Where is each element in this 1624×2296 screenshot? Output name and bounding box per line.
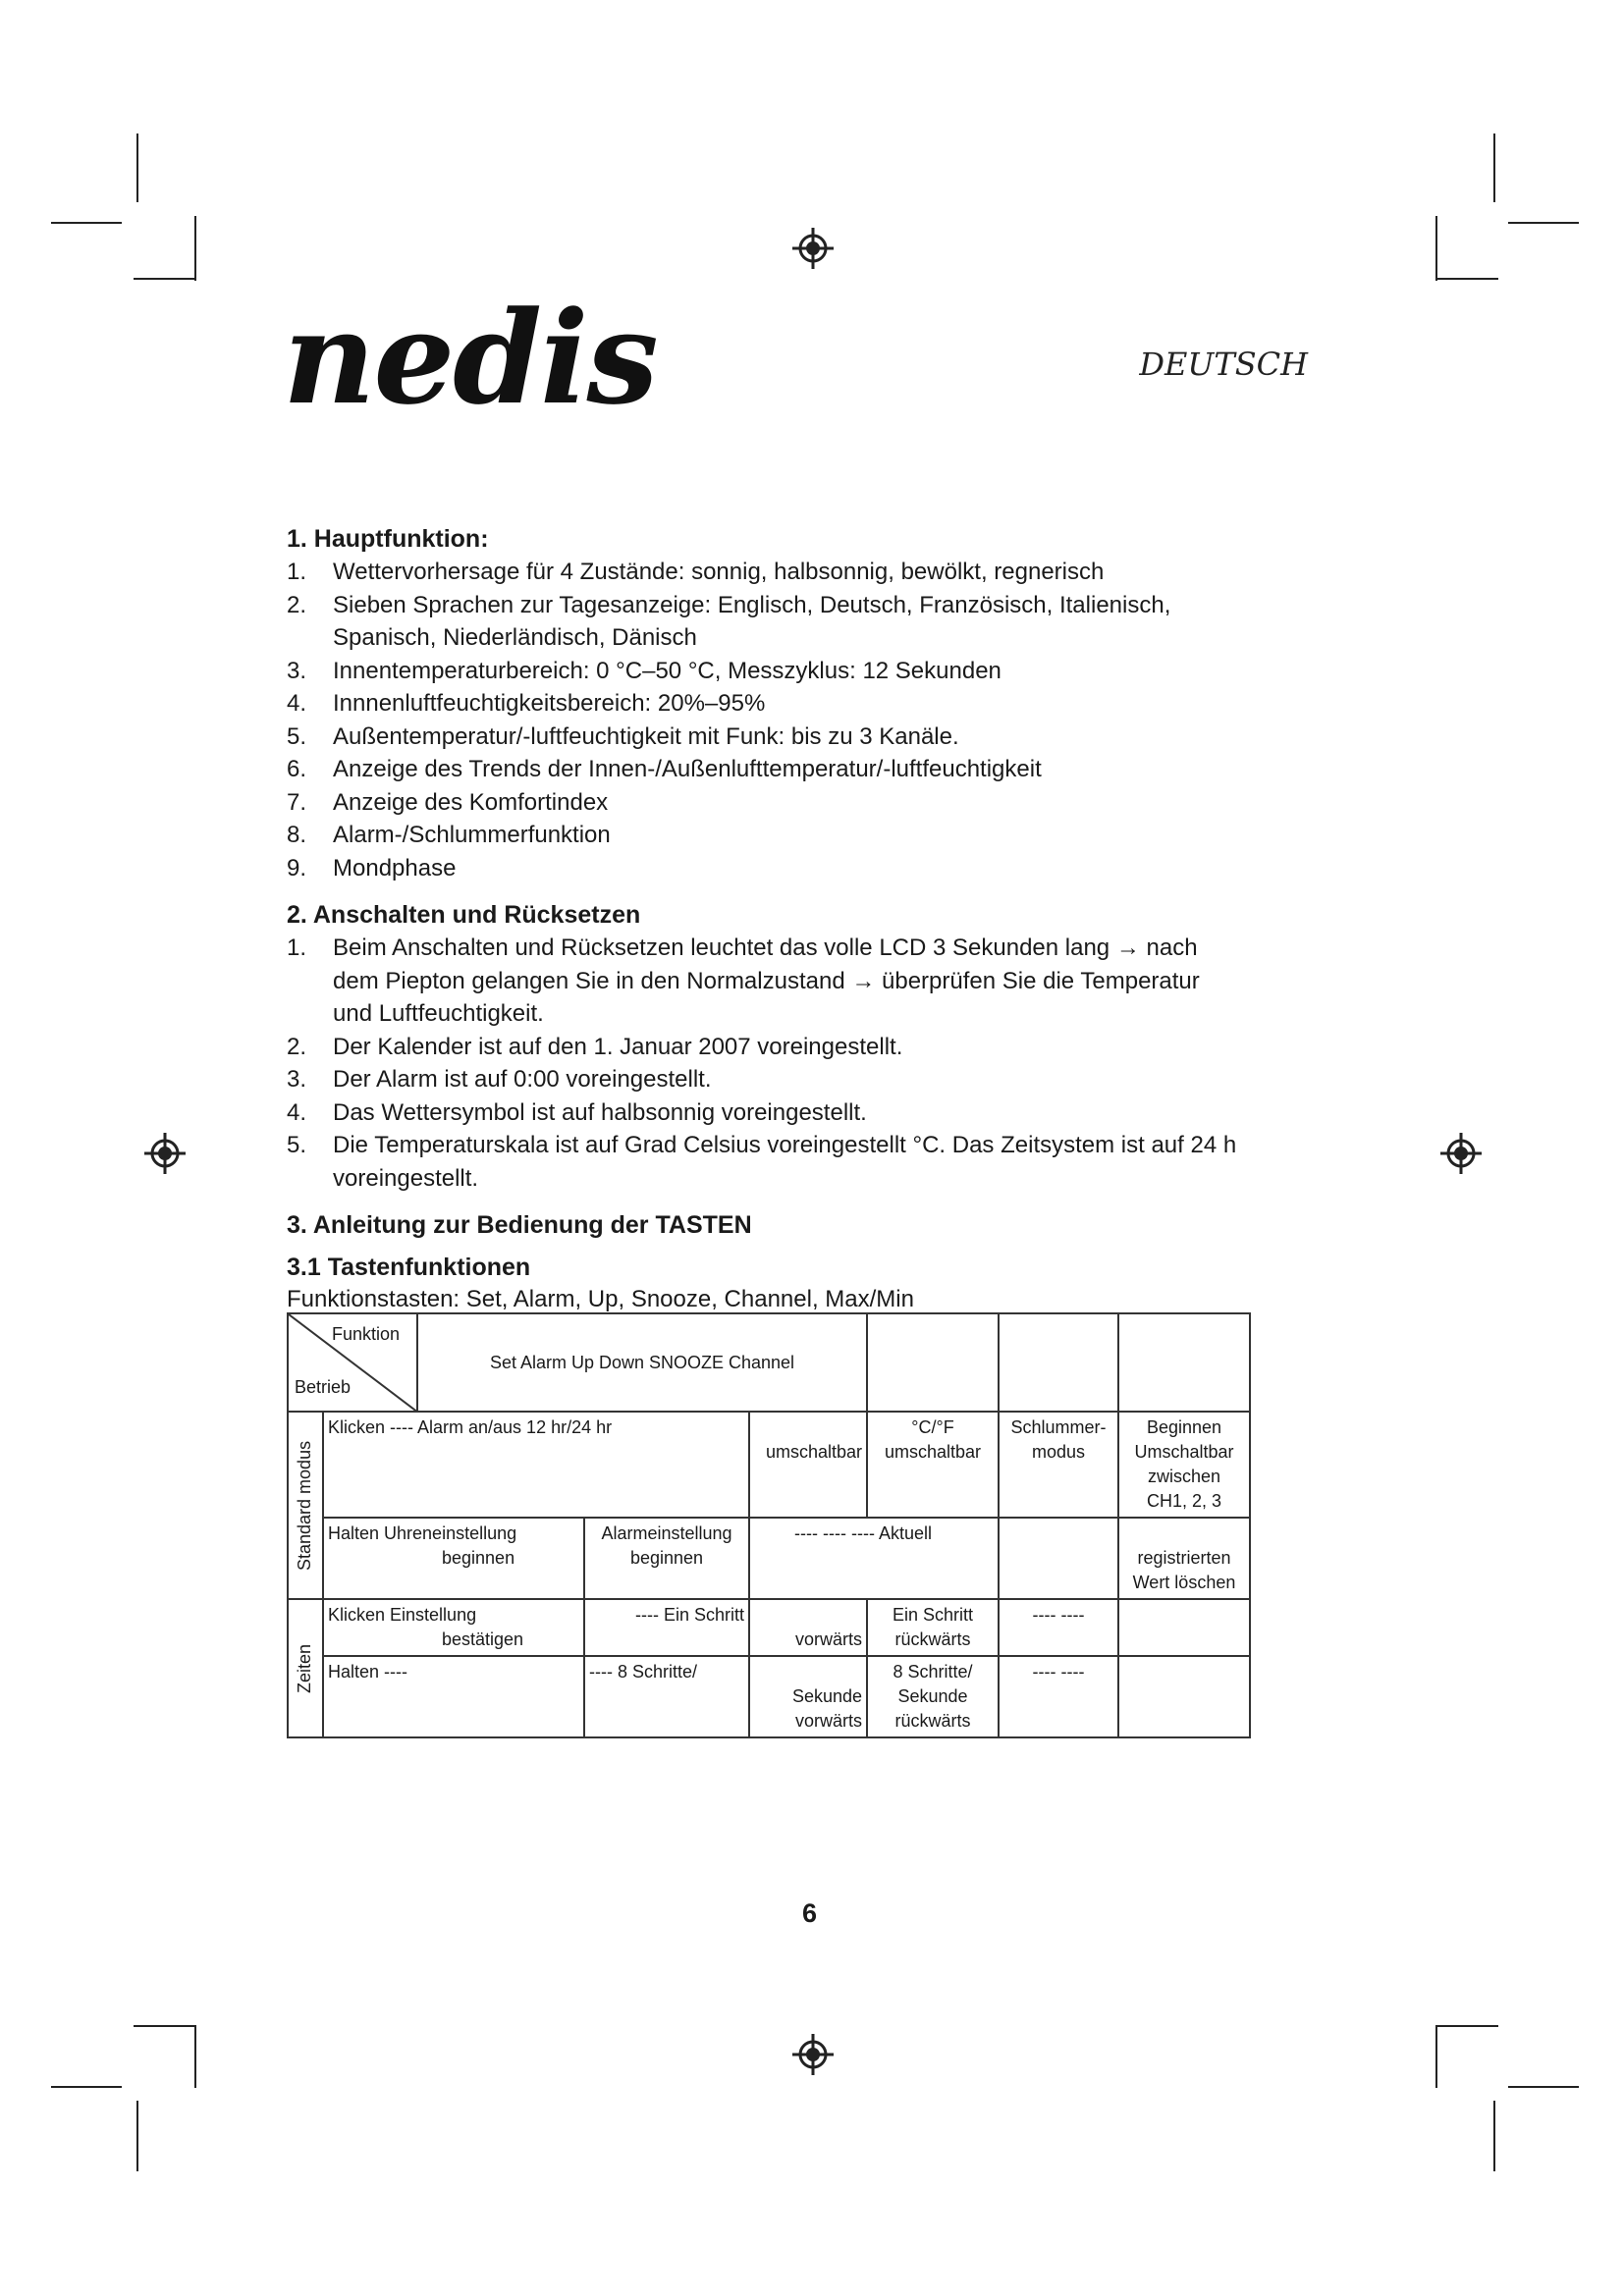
registration-mark-icon — [790, 2032, 836, 2077]
crop-mark — [194, 2025, 196, 2088]
crop-mark — [51, 222, 122, 224]
group-label-standard: Standard modus — [288, 1412, 323, 1599]
corner-label-betrieb: Betrieb — [295, 1377, 352, 1397]
list-item: 3. Innentemperaturbereich: 0 °C–50 °C, Messzyklus: 12 Sekunden — [287, 657, 1001, 684]
table-cell: ---- ---- — [999, 1599, 1118, 1656]
list-item: 1. Beim Anschalten und Rücksetzen leuchtet das volle LCD 3 Sekunden lang → nach dem Piepton gelangen Sie in den Normalzustand → überprüfen Sie die Temperatur und Luftfeuchtigkeit. — [287, 934, 1200, 1027]
crop-mark — [134, 2025, 196, 2027]
crop-mark — [51, 2086, 122, 2088]
registration-mark-icon — [790, 226, 836, 271]
function-keys-line: Funktionstasten: Set, Alarm, Up, Snooze, Channel, Max/Min — [287, 1286, 914, 1312]
crop-mark — [1435, 216, 1437, 281]
list-item: 2. Der Kalender ist auf den 1. Januar 2007 voreingestellt. — [287, 1033, 903, 1060]
crop-mark — [1435, 2025, 1437, 2088]
list-item: 4. Innnenluftfeuchtigkeitsbereich: 20%–95% — [287, 690, 766, 717]
crop-mark — [1435, 2025, 1498, 2027]
registration-mark-icon — [142, 1131, 188, 1176]
crop-mark — [1508, 222, 1579, 224]
table-cell: Alarmeinstellung beginnen — [584, 1518, 749, 1599]
section-title: 3. Anleitung zur Bedienung der TASTEN — [287, 1211, 752, 1239]
table-cell: °C/°F umschaltbar — [867, 1412, 999, 1518]
crop-mark — [1493, 133, 1495, 202]
list-item: 2. Sieben Sprachen zur Tagesanzeige: Englisch, Deutsch, Französisch, Italienisch, Spanisch, Niederländisch, Dänisch — [287, 591, 1171, 651]
manual-content — [287, 522, 1269, 1328]
language-label: DEUTSCH — [1139, 346, 1308, 383]
table-cell: Schlummer- modus — [999, 1412, 1118, 1518]
startup-list — [287, 932, 1269, 1195]
subsection-title: 3.1 Tastenfunktionen — [287, 1254, 531, 1281]
table-cell: ---- ---- — [999, 1656, 1118, 1737]
key-function-table — [287, 1312, 1251, 1738]
section-title: 1. Hauptfunktion: — [287, 525, 489, 553]
table-cell: umschaltbar — [749, 1412, 867, 1518]
group-label-zeiten: Zeiten — [288, 1599, 323, 1737]
table-cell: ---- ---- ---- Aktuell — [749, 1518, 999, 1599]
table-cell — [1118, 1656, 1250, 1737]
list-item: 4. Das Wettersymbol ist auf halbsonnig voreingestellt. — [287, 1098, 867, 1126]
corner-label-funktion: Funktion — [332, 1324, 401, 1344]
brand-logo: nedis — [283, 283, 657, 433]
list-item: 9. Mondphase — [287, 854, 457, 881]
crop-mark — [1508, 2086, 1579, 2088]
table-cell: Halten Uhreneinstellung beginnen — [323, 1518, 584, 1599]
crop-mark — [134, 278, 196, 280]
list-item: 3. Der Alarm ist auf 0:00 voreingestellt. — [287, 1066, 712, 1093]
crop-mark — [136, 2101, 138, 2171]
crop-mark — [136, 133, 138, 202]
section-title: 2. Anschalten und Rücksetzen — [287, 901, 641, 929]
list-item: 5. Die Temperaturskala ist auf Grad Celsius voreingestellt °C. Das Zeitsystem ist auf 24 h voreingestellt. — [287, 1132, 1237, 1192]
table-cell: registrierten Wert löschen — [1118, 1518, 1250, 1599]
table-cell: vorwärts — [749, 1599, 867, 1656]
page-number: 6 — [802, 1898, 818, 1928]
registration-mark-icon — [1438, 1131, 1484, 1176]
table-corner-cell — [288, 1313, 417, 1412]
list-item: 1. Wettervorhersage für 4 Zustände: sonnig, halbsonnig, bewölkt, regnerisch — [287, 559, 1105, 585]
crop-mark — [1493, 2101, 1495, 2171]
list-item: 6. Anzeige des Trends der Innen-/Außenlufttemperatur/-luftfeuchtigkeit — [287, 756, 1042, 782]
table-cell: Beginnen Umschaltbar zwischen CH1, 2, 3 — [1118, 1412, 1250, 1518]
table-cell: Halten ---- — [323, 1656, 584, 1737]
table-cell: ---- 8 Schritte/ — [584, 1656, 749, 1737]
list-item: 5. Außentemperatur/-luftfeuchtigkeit mit Funk: bis zu 3 Kanäle. — [287, 722, 959, 750]
list-item: 8. Alarm-/Schlummerfunktion — [287, 822, 611, 848]
table-cell: 8 Schritte/ Sekunde rückwärts — [867, 1656, 999, 1737]
table-cell: ---- Ein Schritt — [584, 1599, 749, 1656]
table-cell — [999, 1518, 1118, 1599]
feature-list — [287, 556, 1269, 884]
table-header-keys: Set Alarm Up Down SNOOZE Channel — [417, 1313, 867, 1412]
table-cell — [1118, 1599, 1250, 1656]
table-cell: Klicken Einstellung bestätigen — [323, 1599, 584, 1656]
crop-mark — [1435, 278, 1498, 280]
table-cell: Ein Schritt rückwärts — [867, 1599, 999, 1656]
table-cell: Sekunde vorwärts — [749, 1656, 867, 1737]
crop-mark — [194, 216, 196, 281]
table-cell — [867, 1313, 999, 1412]
table-cell: Klicken ---- Alarm an/aus 12 hr/24 hr — [323, 1412, 749, 1518]
table-cell — [1118, 1313, 1250, 1412]
list-item: 7. Anzeige des Komfortindex — [287, 788, 609, 816]
table-cell — [999, 1313, 1118, 1412]
